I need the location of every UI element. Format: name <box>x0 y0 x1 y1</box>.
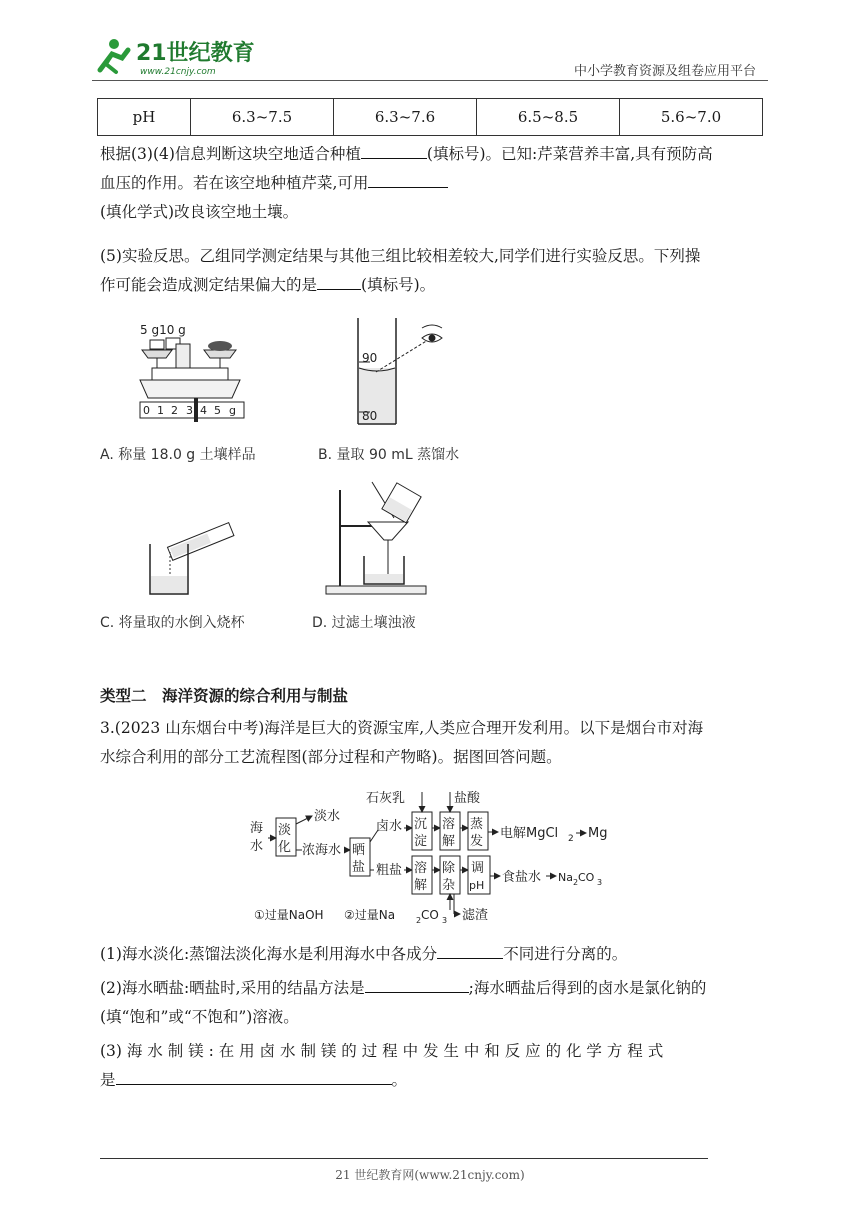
flow-sun: 晒 <box>352 843 366 858</box>
pouring-figure <box>140 518 240 598</box>
answer-blank[interactable] <box>368 169 448 188</box>
q3-part3a: (3) 海 水 制 镁 : 在 用 卤 水 制 镁 的 过 程 中 发 生 中 和 反 应 的 化 学 方 程 式 <box>100 1042 664 1060</box>
flow-dissolve: 解 <box>442 834 456 849</box>
figure-c-caption: C. 将量取的水倒入烧杯 <box>100 615 245 631</box>
scale-tick: 1 <box>157 404 164 417</box>
flow-evap: 发 <box>470 834 484 849</box>
figure-d-caption: D. 过滤土壤浊液 <box>312 615 416 631</box>
flow-dissolve: 溶 <box>442 817 456 832</box>
answer-blank[interactable] <box>116 1066 392 1085</box>
question-4-text <box>100 140 764 227</box>
eye-icon <box>422 325 442 342</box>
answer-blank[interactable] <box>365 974 469 993</box>
flow-remove: 杂 <box>442 878 456 893</box>
flow-mg: Mg <box>588 826 608 841</box>
scale-tick: 5 <box>214 404 221 417</box>
flow-precip: 沉 <box>414 817 428 832</box>
logo-url: www.21cnjy.com <box>140 67 216 77</box>
flow-seawater: 海 <box>250 821 264 836</box>
flow-electrolysis: 电解MgCl <box>500 826 559 841</box>
flow-remove: 除 <box>442 861 456 876</box>
flow-dissolve: 溶 <box>414 861 428 876</box>
q4-line3: (填化学式)改良该空地土壤。 <box>100 203 299 221</box>
flow-dissolve: 解 <box>414 878 428 893</box>
logo-text: 21世纪教育 <box>136 41 255 66</box>
question-3-intro <box>100 714 764 772</box>
footer-divider <box>100 1158 708 1159</box>
flow-na2co3: Na <box>558 871 573 884</box>
flow-lime: 石灰乳 <box>366 791 406 806</box>
section-title: 类型二 海洋资源的综合利用与制盐 <box>100 687 349 705</box>
q3-part3b: 是 <box>100 1071 116 1089</box>
runner-logo-icon <box>100 39 128 72</box>
balance-figure <box>132 318 252 428</box>
answer-blank[interactable] <box>361 140 427 159</box>
scale-tick: 0 <box>143 404 150 417</box>
cylinder-mark-80: 80 <box>362 409 378 423</box>
flow-reagents: ①过量NaOH <box>254 908 324 922</box>
q3-part2b: ;海水晒盐后得到的卤水是氯化钠的 <box>468 979 707 997</box>
table-row <box>98 99 763 136</box>
flow-sub: 2 <box>416 916 422 925</box>
flow-fresh-water: 淡水 <box>314 809 341 824</box>
q3-line2: 水综合利用的部分工艺流程图(部分过程和产物略)。据图回答问题。 <box>100 748 562 766</box>
flow-desal: 淡 <box>278 823 292 838</box>
figure-a-caption: A. 称量 18.0 g 土壤样品 <box>100 447 256 463</box>
scale-tick: 2 <box>171 404 178 417</box>
flow-conc: 浓海水 <box>302 843 342 858</box>
q3-line1: 3.(2023 山东烟台中考)海洋是巨大的资源宝库,人类应合理开发利用。以下是烟台市对海 <box>100 719 704 737</box>
flow-desal: 化 <box>278 840 292 855</box>
q3-part1b: 不同进行分离的。 <box>503 945 628 963</box>
q5-line2a: 作可能会造成测定结果偏大的是 <box>100 276 318 294</box>
q3-part3c: 。 <box>391 1071 408 1089</box>
flow-adjust: 调 <box>471 861 485 876</box>
q3-part1a: (1)海水淡化:蒸馏法淡化海水是利用海水中各成分 <box>100 945 438 963</box>
flow-brine-salt: 食盐水 <box>502 870 542 885</box>
question-3-parts <box>100 940 764 1095</box>
flow-sub: 2 <box>568 834 574 844</box>
scale-tick: g <box>229 404 236 417</box>
cylinder-mark-90: 90 <box>362 351 378 365</box>
q5-line1: (5)实验反思。乙组同学测定结果与其他三组比较相差较大,同学们进行实验反思。下列操 <box>100 247 701 265</box>
figure-b-caption: B. 量取 90 mL 蒸馏水 <box>318 447 460 463</box>
platform-name: 中小学教育资源及组卷应用平台 <box>573 64 756 79</box>
scale-tick: 4 <box>200 404 207 417</box>
process-flowchart <box>240 790 640 930</box>
q4-line1b: (填标号)。已知:芹菜营养丰富,具有预防高 <box>426 145 713 163</box>
q5-line2b: (填标号)。 <box>361 276 436 294</box>
q4-line2: 血压的作用。若在该空地种植芹菜,可用 <box>100 174 369 192</box>
footer-text: 21 世纪教育网(www.21cnjy.com) <box>335 1168 525 1182</box>
cylinder-figure <box>346 316 456 428</box>
logo <box>92 34 262 80</box>
table-cell: 6.3~7.6 <box>334 99 477 136</box>
q3-part2c: (填“饱和”或“不饱和”)溶液。 <box>100 1008 299 1026</box>
flow-evap: 蒸 <box>470 817 484 832</box>
flow-brine: 卤水 <box>376 819 403 834</box>
table-cell-label: pH <box>98 99 191 136</box>
q3-part2a: (2)海水晒盐:晒盐时,采用的结晶方法是 <box>100 979 365 997</box>
flow-reagents: ②过量Na <box>344 908 396 922</box>
table-cell: 6.5~8.5 <box>477 99 620 136</box>
flow-sun: 盐 <box>352 860 366 875</box>
table-cell: 6.3~7.5 <box>191 99 334 136</box>
flow-sub: 3 <box>597 878 603 887</box>
flow-co: CO <box>578 871 595 884</box>
table-cell: 5.6~7.0 <box>620 99 763 136</box>
flow-sub: 3 <box>442 916 448 925</box>
question-5-text <box>100 242 764 300</box>
flow-seawater: 水 <box>250 839 264 854</box>
q4-line1a: 根据(3)(4)信息判断这块空地适合种植 <box>100 145 361 163</box>
flow-adjust: pH <box>469 879 485 892</box>
flow-co: CO <box>421 908 439 922</box>
answer-blank[interactable] <box>437 940 503 959</box>
scale-tick: 3 <box>186 404 193 417</box>
header-divider <box>92 80 768 81</box>
flow-filter: 滤渣 <box>462 908 489 923</box>
answer-blank[interactable] <box>317 271 361 290</box>
filtration-figure <box>318 478 438 598</box>
flow-acid: 盐酸 <box>454 791 481 806</box>
flow-sub: 2 <box>573 878 579 887</box>
ph-table <box>97 98 763 136</box>
flow-crude: 粗盐 <box>376 863 403 878</box>
flow-precip: 淀 <box>414 834 428 849</box>
balance-weights-label: 5 g10 g <box>140 323 186 337</box>
